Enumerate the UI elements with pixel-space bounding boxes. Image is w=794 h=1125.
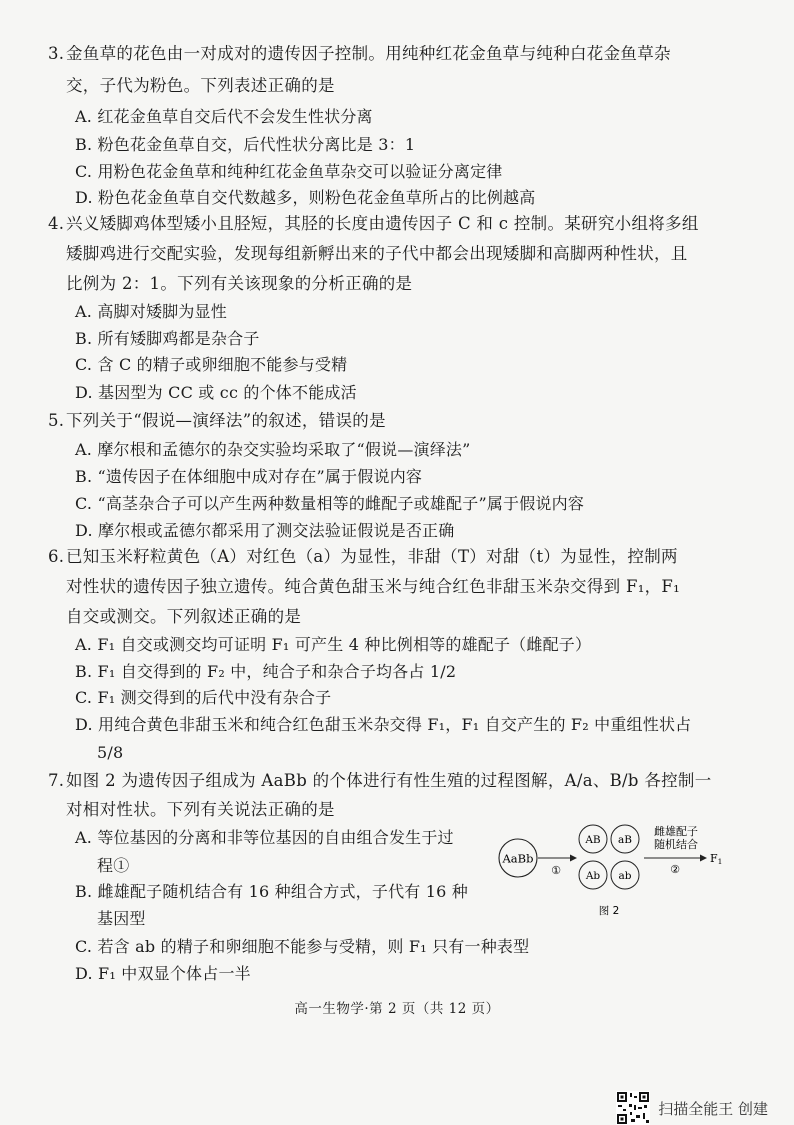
question-6-option-c: C. F₁ 测交得到的后代中没有杂合子 [75, 688, 332, 707]
question-7-option-b: B. 雌雄配子随机结合有 16 种组合方式，子代有 16 种 [75, 882, 469, 901]
arrow-2-head [700, 855, 707, 862]
parent-label: AaBb [502, 851, 534, 866]
question-7-option-d: D. F₁ 中双显个体占一半 [75, 964, 251, 983]
question-7-line-2: 对相对性状。下列有关说法正确的是 [66, 800, 335, 819]
question-3-line-2: 交，子代为粉色。下列表述正确的是 [66, 76, 335, 95]
question-5-option-d: D. 摩尔根或孟德尔都采用了测交法验证假说是否正确 [75, 521, 455, 540]
question-6-option-d-cont: 5/8 [97, 743, 124, 762]
question-7-option-a: A. 等位基因的分离和非等位基因的自由组合发生于过 [75, 828, 454, 847]
scanner-watermark [616, 1091, 768, 1125]
question-5-line-1: 5. 下列关于“假说—演绎法”的叙述，错误的是 [48, 411, 386, 430]
arrow-1-head [570, 855, 577, 862]
question-4-line-1: 4. 兴义矮脚鸡体型矮小且胫短，其胫的长度由遗传因子 C 和 c 控制。某研究小组将多组 [48, 214, 699, 233]
question-3-option-c: C. 用粉色花金鱼草和纯种红花金鱼草杂交可以验证分离定律 [75, 162, 503, 181]
question-7-option-c: C. 若含 ab 的精子和卵细胞不能参与受精，则 F₁ 只有一种表型 [75, 937, 530, 956]
question-6-line-2: 对性状的遗传因子独立遗传。纯合黄色甜玉米与纯合红色非甜玉米杂交得到 F₁，F₁ [66, 577, 681, 596]
question-4-option-a: A. 高脚对矮脚为显性 [75, 302, 227, 321]
question-5-option-b: B. “遗传因子在体细胞中成对存在”属于假说内容 [75, 467, 423, 486]
question-4-line-2: 矮脚鸡进行交配实验，发现每组新孵出来的子代中都会出现矮脚和高脚两种性状，且 [66, 244, 688, 263]
arrow-label-line-1: 雌雄配子 [654, 825, 698, 838]
step-1-label: ① [551, 864, 561, 877]
question-4-line-3: 比例为 2：1。下列有关该现象的分析正确的是 [66, 274, 413, 293]
question-6-option-a: A. F₁ 自交或测交均可证明 F₁ 可产生 4 种比例相等的雄配子（雌配子） [75, 635, 592, 654]
figure-2-gamete-diagram [498, 818, 738, 928]
gamete-ab-label: ab [618, 870, 632, 882]
question-3-option-a: A. 红花金鱼草自交后代不会发生性状分离 [75, 107, 373, 126]
question-7-option-a-cont: 程① [97, 856, 130, 875]
question-6-line-1: 6. 已知玉米籽粒黄色（A）对红色（a）为显性，非甜（T）对甜（t）为显性，控制两 [48, 547, 678, 566]
qr-code-icon [616, 1091, 650, 1125]
question-6-option-b: B. F₁ 自交得到的 F₂ 中，纯合子和杂合子均各占 1/2 [75, 662, 457, 681]
question-3-line-1: 3. 金鱼草的花色由一对成对的遗传因子控制。用纯种红花金鱼草与纯种白花金鱼草杂 [48, 44, 671, 63]
question-3-option-d: D. 粉色花金鱼草自交代数越多，则粉色花金鱼草所占的比例越高 [75, 188, 536, 207]
gamete-Ab-label: Ab [585, 870, 601, 882]
figure-caption: 图 2 [598, 905, 620, 917]
question-7-line-1: 7. 如图 2 为遗传因子组成为 AaBb 的个体进行有性生殖的过程图解，A/a、B/b 各控制一 [48, 771, 712, 790]
question-3-option-b: B. 粉色花金鱼草自交，后代性状分离比是 3：1 [75, 135, 416, 154]
gamete-AB-label: AB [585, 834, 601, 846]
arrow-label-line-2: 随机结合 [654, 838, 698, 851]
watermark-text: 扫描全能王 创建 [658, 1099, 768, 1118]
question-4-option-b: B. 所有矮脚鸡都是杂合子 [75, 329, 260, 348]
question-4-option-d: D. 基因型为 CC 或 cc 的个体不能成活 [75, 383, 357, 402]
step-2-label: ② [670, 863, 680, 876]
page-footer: 高一生物学·第 2 页（共 12 页） [294, 1001, 500, 1017]
gamete-aB-label: aB [618, 834, 632, 846]
question-5-option-a: A. 摩尔根和孟德尔的杂交实验均采取了“假说—演绎法” [75, 440, 471, 459]
question-6-line-3: 自交或测交。下列叙述正确的是 [66, 607, 302, 626]
question-6-option-d: D. 用纯合黄色非甜玉米和纯合红色甜玉米杂交得 F₁，F₁ 自交产生的 F₂ 中重组性状占 [75, 715, 692, 734]
offspring-label: F1 [710, 852, 723, 866]
question-4-option-c: C. 含 C 的精子或卵细胞不能参与受精 [75, 355, 348, 374]
question-7-option-b-cont: 基因型 [97, 909, 146, 928]
question-5-option-c: C. “高茎杂合子可以产生两种数量相等的雌配子或雄配子”属于假说内容 [75, 494, 585, 513]
